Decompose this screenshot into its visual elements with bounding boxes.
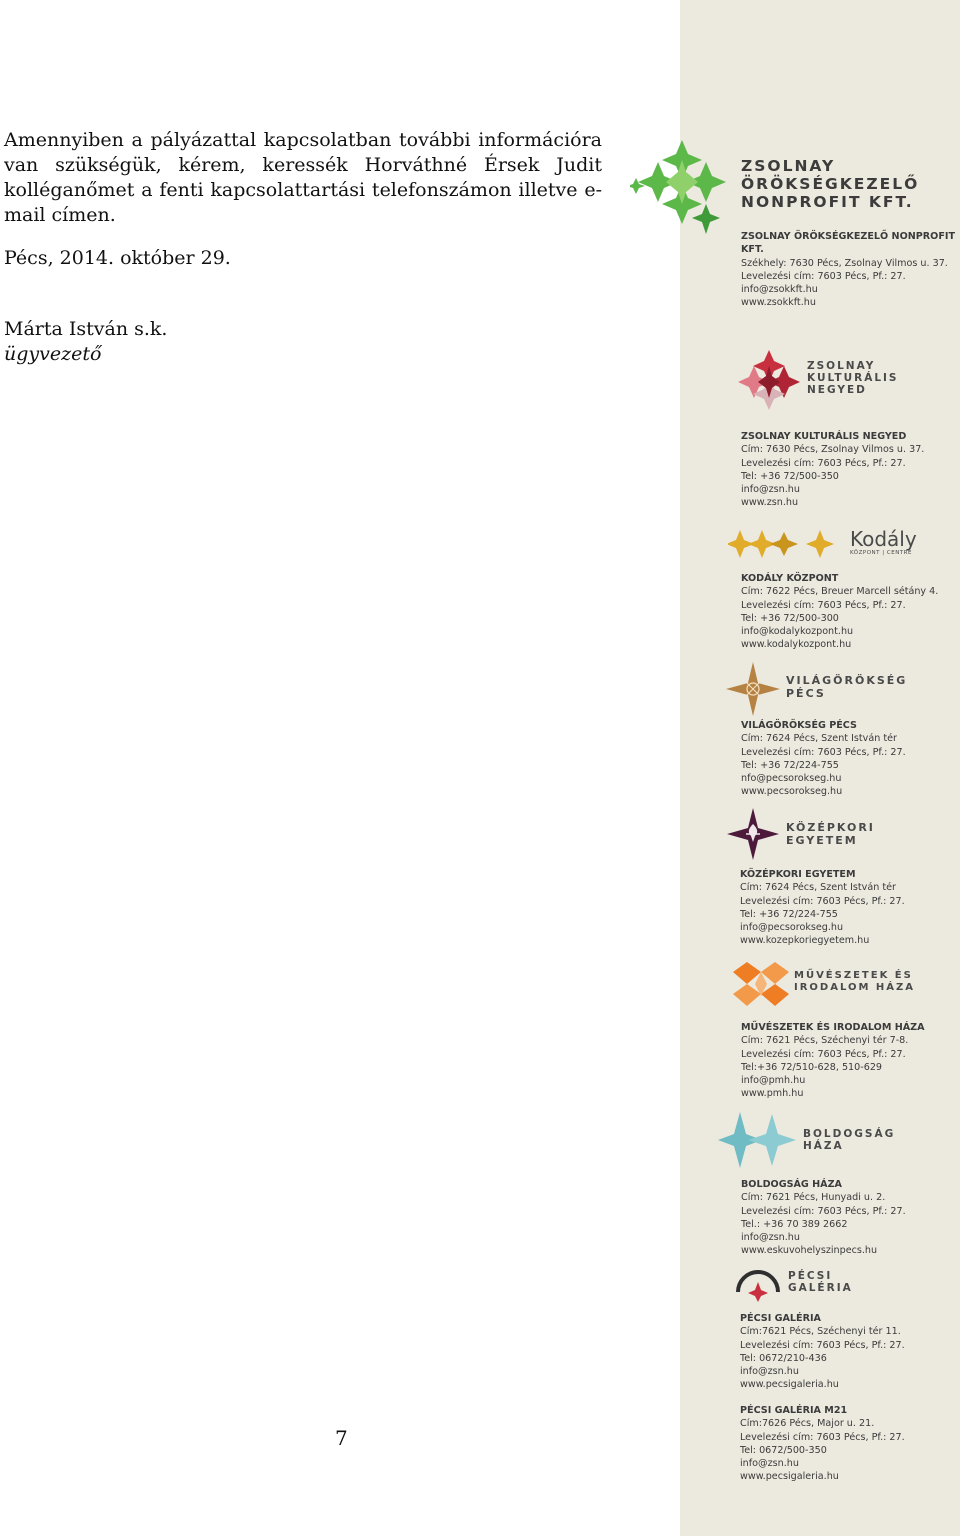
org-title: PÉCSI GALÉRIA bbox=[740, 1313, 821, 1324]
org-website: www.pecsorokseg.hu bbox=[741, 786, 843, 798]
org-title: PÉCSI GALÉRIA M21 bbox=[740, 1405, 848, 1416]
paragraph-line: fenti kapcsolattartási telefonszámon illetve e-mail címen. bbox=[4, 179, 602, 226]
kodaly-logo-icon bbox=[728, 528, 846, 560]
vilag-logo-text: VILÁGÖRÖKSÉG PÉCS bbox=[786, 674, 908, 700]
letter-paragraph bbox=[4, 128, 602, 228]
org-email: info@pmh.hu bbox=[741, 1075, 806, 1087]
org-line: Tel: +36 72/224-755 bbox=[740, 908, 838, 920]
org-title: BOLDOGSÁG HÁZA bbox=[741, 1179, 842, 1190]
org-email: info@zsn.hu bbox=[741, 484, 800, 496]
org-email: info@zsn.hu bbox=[741, 1232, 800, 1244]
org-line: Levelezési cím: 7603 Pécs, Pf.: 27. bbox=[741, 1205, 906, 1217]
org-line: Cím:7621 Pécs, Széchenyi tér 11. bbox=[740, 1326, 901, 1338]
org-email: info@zsn.hu bbox=[740, 1366, 799, 1378]
org-block-galeria-m21 bbox=[740, 1404, 905, 1484]
org-block-zsok bbox=[741, 230, 960, 310]
org-line: Levelezési cím: 7603 Pécs, Pf.: 27. bbox=[740, 895, 905, 907]
vilag-logo-icon bbox=[726, 662, 780, 716]
galeria-logo-icon bbox=[734, 1268, 782, 1302]
org-title: KODÁLY KÖZPONT bbox=[741, 573, 839, 584]
paragraph-line: szükségük, kérem, keressék Horváthné Érsek Judit kolléganőmet a bbox=[4, 154, 602, 201]
org-line: Tel: 0672/210-436 bbox=[740, 1352, 827, 1364]
org-website: www.pmh.hu bbox=[741, 1088, 804, 1100]
org-line: Cím: 7624 Pécs, Szent István tér bbox=[741, 733, 897, 745]
org-line: Levelezési cím: 7603 Pécs, Pf.: 27. bbox=[741, 270, 906, 282]
org-line: Tel: +36 72/500-300 bbox=[741, 612, 839, 624]
kodaly-logo-text: Kodály KÖZPONT | CENTRE bbox=[850, 527, 917, 556]
org-website: www.kozepkoriegyetem.hu bbox=[740, 935, 870, 947]
org-line: Cím: 7622 Pécs, Breuer Marcell sétány 4. bbox=[741, 586, 939, 598]
org-line: Tel: +36 72/500-350 bbox=[741, 470, 839, 482]
org-line: Cím:7626 Pécs, Major u. 21. bbox=[740, 1418, 875, 1430]
org-line: Székhely: 7630 Pécs, Zsolnay Vilmos u. 37. bbox=[741, 257, 948, 269]
zsn-logo-text: ZSOLNAY KULTURÁLIS NEGYED bbox=[807, 360, 899, 397]
paragraph-line: Amennyiben a pályázattal kapcsolatban további információra van bbox=[4, 129, 602, 176]
letter-body bbox=[4, 128, 602, 228]
zsok-logo-text: ZSOLNAY ÖRÖKSÉGKEZELŐ NONPROFIT KFT. bbox=[741, 157, 920, 211]
org-line: Tel: 0672/500-350 bbox=[740, 1444, 827, 1456]
org-line: Cím: 7621 Pécs, Hunyadi u. 2. bbox=[741, 1192, 886, 1204]
org-website: www.pecsigaleria.hu bbox=[740, 1471, 839, 1483]
org-block-vilag bbox=[741, 719, 906, 799]
org-email: nfo@pecsorokseg.hu bbox=[741, 773, 842, 785]
org-title: ZSOLNAY KULTURÁLIS NEGYED bbox=[741, 431, 907, 442]
page-number: 7 bbox=[335, 1426, 348, 1450]
org-email: info@kodalykozpont.hu bbox=[741, 626, 854, 638]
org-title: MŰVÉSZETEK ÉS IRODALOM HÁZA bbox=[741, 1022, 925, 1033]
kozep-logo-icon bbox=[727, 808, 779, 860]
org-block-zsn bbox=[741, 430, 924, 510]
org-line: Levelezési cím: 7603 Pécs, Pf.: 27. bbox=[740, 1431, 905, 1443]
signer-role: ügyvezető bbox=[4, 343, 102, 365]
org-block-boldog bbox=[741, 1178, 906, 1258]
org-block-kozep bbox=[740, 868, 905, 948]
kozep-logo-text: KÖZÉPKORI EGYETEM bbox=[786, 821, 875, 847]
org-title: VILÁGÖRÖKSÉG PÉCS bbox=[741, 720, 857, 731]
zsok-logo-icon bbox=[630, 138, 734, 238]
boldog-logo-text: BOLDOGSÁG HÁZA bbox=[803, 1128, 896, 1153]
org-title: KÖZÉPKORI EGYETEM bbox=[740, 869, 856, 880]
org-line: Levelezési cím: 7603 Pécs, Pf.: 27. bbox=[741, 746, 906, 758]
org-line: Tel: +36 72/224-755 bbox=[741, 759, 839, 771]
org-line: Levelezési cím: 7603 Pécs, Pf.: 27. bbox=[740, 1339, 905, 1351]
pmh-logo-icon bbox=[733, 960, 789, 1008]
org-line: Cím: 7624 Pécs, Szent István tér bbox=[740, 882, 896, 894]
org-email: info@zsn.hu bbox=[740, 1458, 799, 1470]
galeria-logo-text: PÉCSI GALÉRIA bbox=[788, 1270, 853, 1295]
org-email: info@pecsorokseg.hu bbox=[740, 922, 844, 934]
signer-name: Márta István s.k. bbox=[4, 318, 168, 340]
org-line: Levelezési cím: 7603 Pécs, Pf.: 27. bbox=[741, 599, 906, 611]
org-line: Cím: 7630 Pécs, Zsolnay Vilmos u. 37. bbox=[741, 444, 925, 456]
org-website: www.zsn.hu bbox=[741, 497, 799, 509]
zsn-logo-icon bbox=[738, 348, 800, 410]
org-line: Levelezési cím: 7603 Pécs, Pf.: 27. bbox=[741, 1048, 906, 1060]
org-line: Tel.: +36 70 389 2662 bbox=[741, 1218, 848, 1230]
org-website: www.kodalykozpont.hu bbox=[741, 639, 852, 651]
org-block-kodaly bbox=[741, 572, 938, 652]
org-block-galeria bbox=[740, 1312, 905, 1392]
org-title: ZSOLNAY ÖRÖKSÉGKEZELŐ NONPROFIT KFT. bbox=[741, 231, 955, 256]
pmh-logo-text: MŰVÉSZETEK ÉS IRODALOM HÁZA bbox=[794, 970, 916, 993]
org-block-pmh bbox=[741, 1021, 925, 1101]
org-website: www.eskuvohelyszinpecs.hu bbox=[741, 1245, 878, 1257]
org-line: Tel:+36 72/510-628, 510-629 bbox=[741, 1061, 883, 1073]
org-website: www.pecsigaleria.hu bbox=[740, 1379, 839, 1391]
org-email: info@zsokkft.hu bbox=[741, 284, 818, 296]
letter-date: Pécs, 2014. október 29. bbox=[4, 247, 231, 269]
boldog-logo-icon bbox=[718, 1112, 798, 1168]
org-line: Levelezési cím: 7603 Pécs, Pf.: 27. bbox=[741, 457, 906, 469]
org-website: www.zsokkft.hu bbox=[741, 297, 816, 309]
org-line: Cím: 7621 Pécs, Széchenyi tér 7-8. bbox=[741, 1035, 909, 1047]
